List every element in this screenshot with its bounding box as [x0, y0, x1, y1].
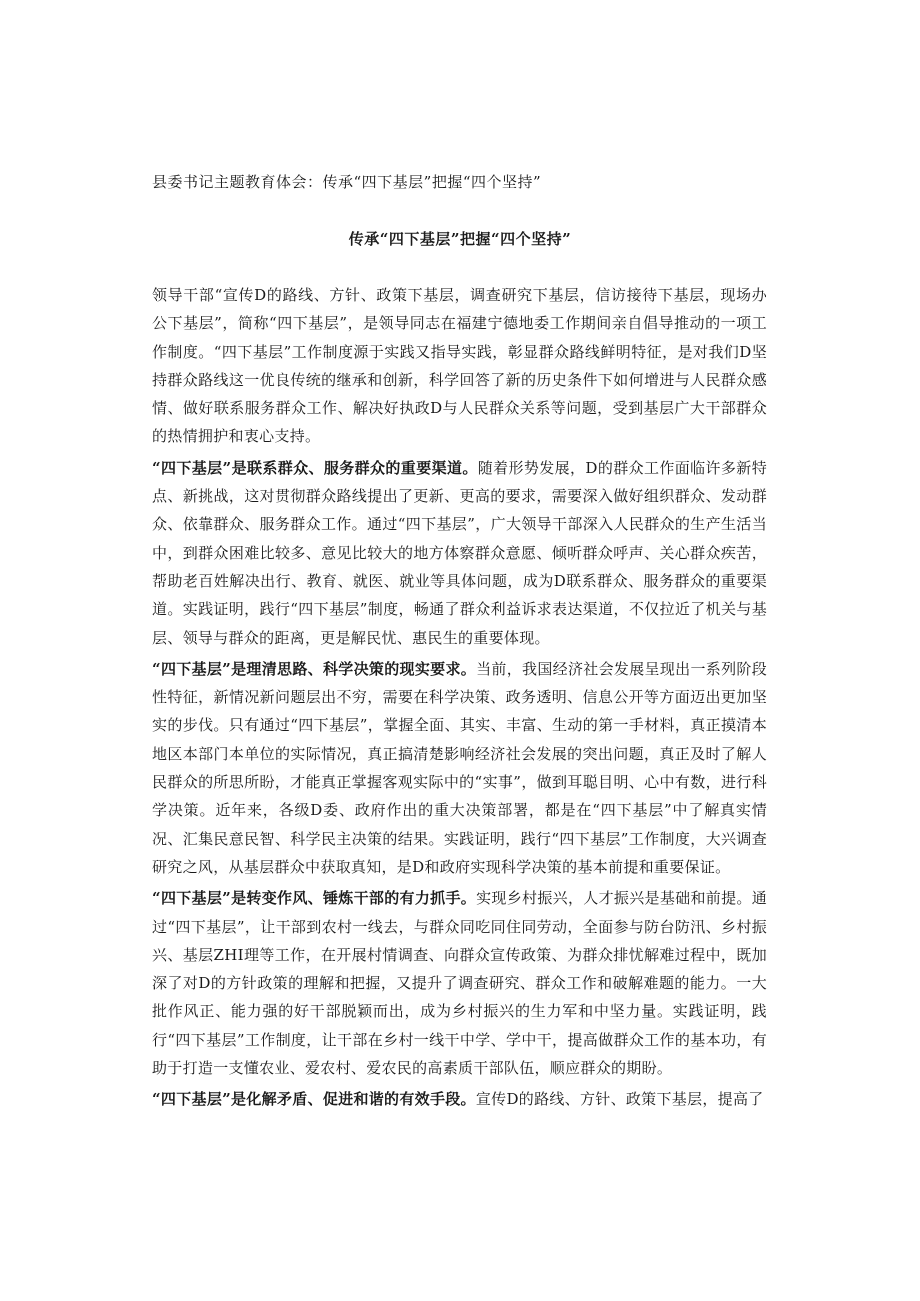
paragraph-text: 实现乡村振兴，人才振兴是基础和前提。通过“四下基层”，让干部到农村一线去，与群众同吃同住同劳动，全面参与防台防汛、乡村振兴、基层ZHI理等工作，在开展村情调查、向群众宣传政策、为群众排忧解难过程中，既加深了对D的方针政策的理解和把握，又提升了调查研究、群众工作和破解难题的能力。一大批作风正、能力强的好干部脱颖而出，成为乡村振兴的生力军和中坚力量。实践证明，践行“四下基层”工作制度，让干部在乡村一线干中学、学中干，提高做群众工作的基本功，有助于打造一支懂农业、爱农村、爱农民的高素质干部队伍，顺应群众的期盼。: [152, 889, 768, 1078]
document-title: 传承“四下基层”把握“四个坚持”: [348, 230, 572, 248]
paragraph-text: 随着形势发展，D的群众工作面临许多新特点、新挑战，这对贯彻群众路线提出了更新、更高的要求，需要深入做好组织群众、发动群众、依靠群众、服务群众工作。通过“四下基层”，广大领导干部深入人民群众的生产生活当中，到群众困难比较多、意见比较大的地方体察群众意愿、倾听群众呼声、关心群众疾苦，帮助老百姓解决出行、教育、就医、就业等具体问题，成为D联系群众、服务群众的重要渠道。实践证明，践行“四下基层”制度，畅通了群众利益诉求表达渠道，不仅拉近了机关与基层、领导与群众的距离，更是解民忧、惠民生的重要体现。: [152, 458, 767, 647]
paragraph-intro: [152, 281, 767, 451]
document-heading: 县委书记主题教育体会：传承“四下基层”把握“四个坚持”: [152, 173, 542, 191]
paragraph-text: 当前，我国经济社会发展呈现出一系列阶段性特征，新情况新问题层出不穷，需要在科学决策、政务透明、信息公开等方面迈出更加坚实的步伐。只有通过“四下基层”，掌握全面、其实、丰富、生动的第一手材料，真正摸清本地区本部门本单位的实际情况，真正搞清楚影响经济社会发展的突出问题，真正及时了解人民群众的所思所盼，才能真正掌握客观实际中的“实事”，做到耳聪目明、心中有数，进行科学决策。近年来，各级D委、政府作出的重大决策部署，都是在“四下基层”中了解真实情况、汇集民意民智、科学民主决策的结果。实践证明，践行“四下基层”工作制度，大兴调查研究之风，从基层群众中获取真知，是D和政府实现科学决策的基本前提和重要保证。: [152, 659, 768, 876]
paragraph-lead: “四下基层”是化解矛盾、促进和谐的有效手段。: [152, 1090, 476, 1109]
paragraph-lead: “四下基层”是理清思路、科学决策的现实要求。: [152, 659, 477, 678]
paragraph-contact-masses: [152, 454, 767, 652]
paragraph-lead: “四下基层”是联系群众、服务群众的重要渠道。: [152, 458, 478, 477]
paragraph-cadre-training: [152, 884, 767, 1082]
paragraph-scientific-decision: [152, 655, 767, 881]
paragraph-resolve-conflicts: [152, 1085, 767, 1113]
paragraph-text: 宣传D的路线、方针、政策下基层，提高了: [475, 1090, 764, 1109]
paragraph-text: 领导干部“宣传D的路线、方针、政策下基层，调查研究下基层，信访接待下基层，现场办公下基层”，简称“四下基层”，是领导同志在福建宁德地委工作期间亲自倡导推动的一项工作制度。“四下基层”工作制度源于实践又指导实践，彰显群众路线鲜明特征，是对我们D坚持群众路线这一优良传统的继承和创新，科学回答了新的历史条件下如何增进与人民群众感情、做好联系服务群众工作、解决好执政D与人民群众关系等问题，受到基层广大干部群众的热情拥护和衷心支持。: [152, 286, 767, 446]
paragraph-lead: “四下基层”是转变作风、锤炼干部的有力抓手。: [152, 889, 477, 908]
document-body: [152, 281, 767, 1114]
